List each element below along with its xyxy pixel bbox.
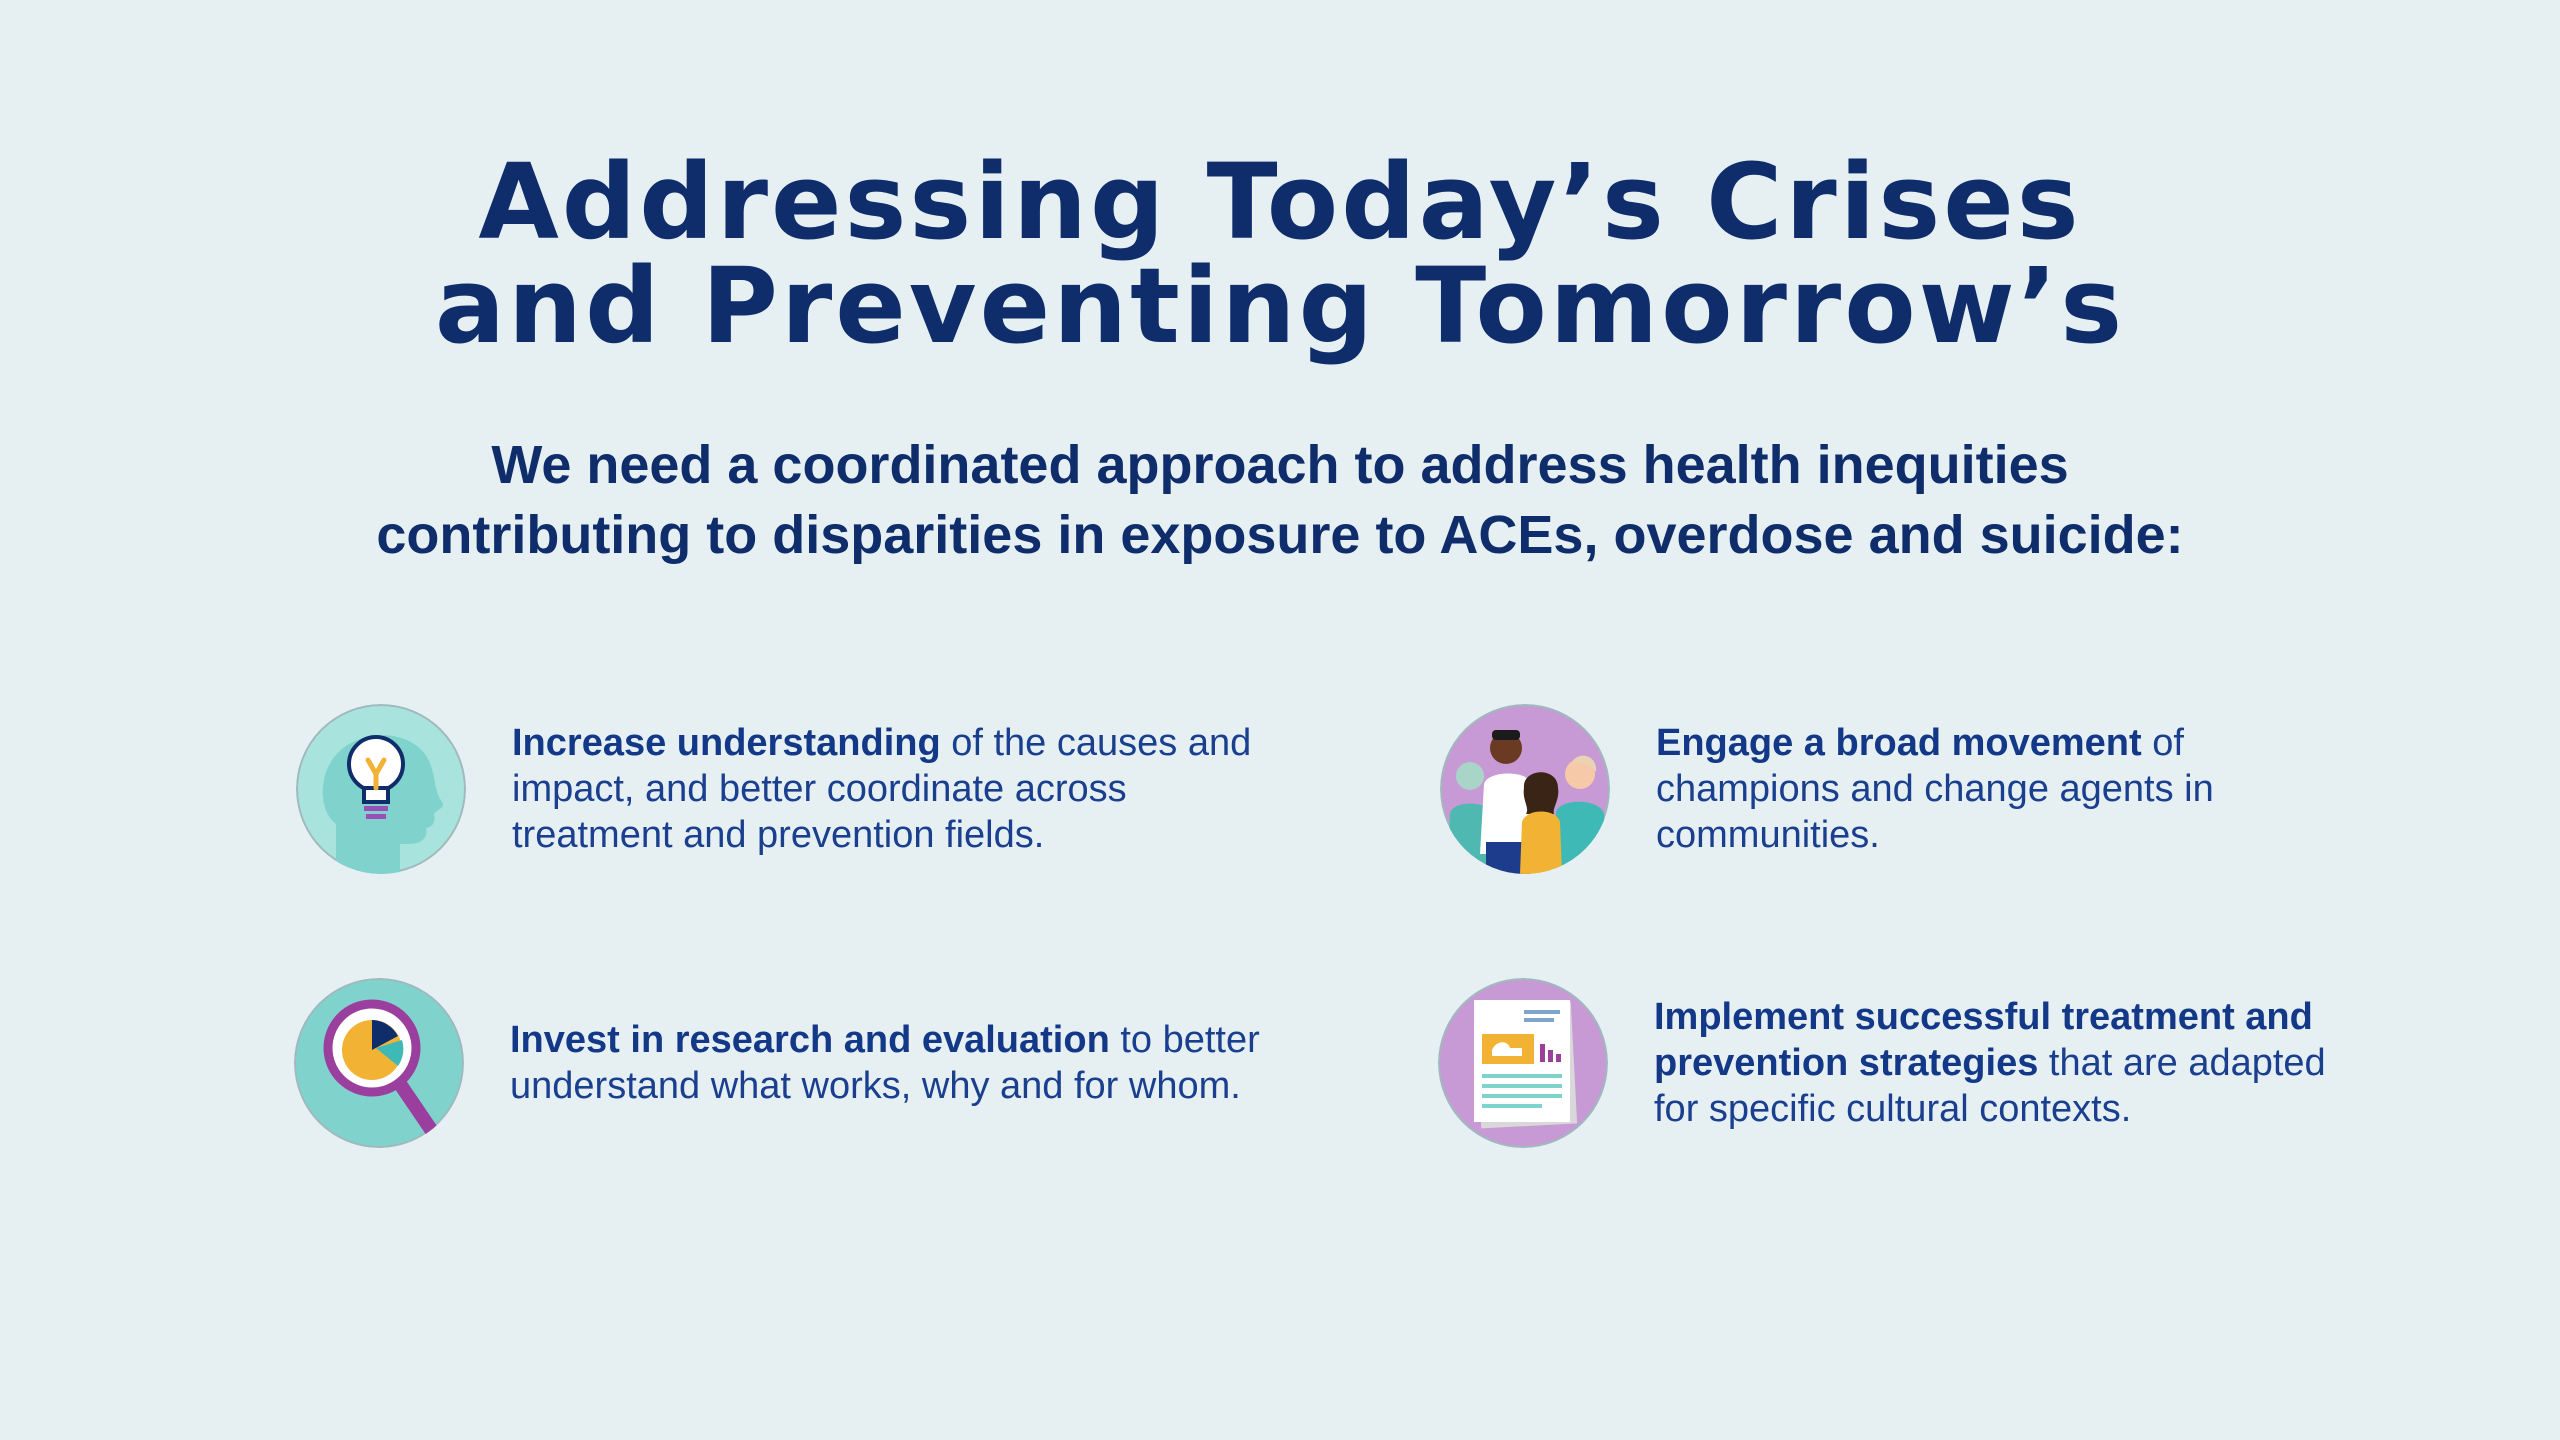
slide-subtitle: [0, 430, 2560, 570]
document-report-icon: [1438, 978, 1608, 1148]
strategy-bold-research: Invest in research and evaluation: [510, 1019, 1110, 1061]
strategy-text-research: [510, 1017, 1310, 1109]
strategy-rest-implement: that are adapted for specific cultural contexts.: [1654, 1042, 2326, 1130]
strategy-item-research: [294, 978, 1310, 1148]
title-line-1: Addressing Today’s Crises: [478, 141, 2082, 263]
people-group-icon: [1440, 704, 1610, 874]
strategy-bold-understanding: Increase understanding: [512, 722, 941, 764]
strategy-rest-research: to better understand what works, why and for whom.: [510, 1019, 1260, 1107]
strategy-bold-implement: Implement successful treatment and prevention strategies: [1654, 996, 2313, 1084]
magnifier-pie-chart-icon: [294, 978, 464, 1148]
lightbulb-head-icon: [296, 704, 466, 874]
subtitle-line-1: We need a coordinated approach to address health inequities: [491, 435, 2069, 495]
slide-title: [0, 141, 2560, 367]
strategy-text-movement: [1656, 720, 2276, 858]
strategy-item-understanding: [296, 704, 1272, 874]
title-line-2: and Preventing Tomorrow’s: [434, 245, 2126, 367]
strategy-bold-movement: Engage a broad movement: [1656, 722, 2142, 764]
strategy-text-implement: [1654, 994, 2334, 1132]
strategy-item-implement: [1438, 978, 2334, 1148]
strategy-item-movement: [1440, 704, 2276, 874]
subtitle-line-2: contributing to disparities in exposure to ACEs, overdose and suicide:: [376, 505, 2184, 565]
strategy-rest-movement: of champions and change agents in communities.: [1656, 722, 2214, 856]
strategy-text-understanding: [512, 720, 1272, 858]
strategy-rest-understanding: of the causes and impact, and better coordinate across treatment and prevention fields.: [512, 722, 1252, 856]
